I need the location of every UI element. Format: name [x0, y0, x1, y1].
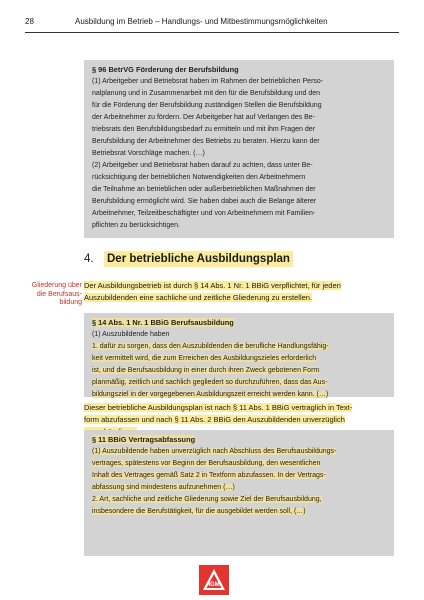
- section-title: Der betriebliche Ausbildungsplan: [104, 251, 293, 267]
- legal-line: Berufsbildung ermöglicht wird. Sie haben dabei auch die Belange älterer: [92, 198, 317, 205]
- ig-metall-logo-icon: [199, 565, 229, 595]
- legal-line: rücksichtigung der betrieblichen Notwendigkeiten den Arbeitnehmern: [92, 174, 306, 181]
- legal-box-title: § 96 BetrVG Förderung der Berufsbildung: [92, 65, 239, 74]
- legal-line: der Arbeitnehmer zu fördern. Der Arbeitgeber hat auf Verlangen des Be-: [92, 114, 315, 121]
- legal-line: Arbeitnehmer, Teilzeitbeschäftigter und von Arbeitnehmern mit Familien-: [92, 210, 316, 217]
- page-number: 28: [25, 17, 34, 26]
- legal-box-title: § 14 Abs. 1 Nr. 1 BBiG Berufsausbildung: [92, 318, 234, 327]
- legal-line: nalplanung und in Zusammenarbeit mit den für die Berufsbildung und den: [92, 90, 321, 97]
- body-paragraph-1: [84, 280, 394, 304]
- legal-line: (1) Auszubildende haben unverzüglich nach Abschluss des Berufsausbildungs-: [92, 448, 337, 455]
- legal-line: planmäßig, zeitlich und sachlich gegliedert so durchzuführen, dass das Aus-: [92, 379, 328, 386]
- body-line: form abzufassen und nach § 11 Abs. 2 BBiG den Auszubildenden unverzüglich: [84, 415, 345, 424]
- legal-line: Inhalt des Vertrages gemäß Satz 2 in Textform abzufassen. In der Vertrags-: [92, 472, 326, 479]
- legal-line: die Teilnahme an betrieblichen oder außerbetrieblichen Maßnahmen der: [92, 186, 316, 193]
- margin-note: [26, 282, 82, 308]
- legal-line: 2. Art, sachliche und zeitliche Gliederung sowie Ziel der Berufsausbildung,: [92, 496, 322, 503]
- legal-line: (1) Auszubildende haben: [92, 331, 170, 338]
- legal-line: abfassung sind mindestens aufzunehmen (…): [92, 484, 235, 491]
- legal-line: pflichten zu berücksichtigen.: [92, 222, 180, 229]
- legal-box-title: § 11 BBiG Vertragsabfassung: [92, 435, 196, 444]
- legal-line: (2) Arbeitgeber und Betriebsrat haben darauf zu achten, dass unter Be-: [92, 162, 313, 169]
- legal-box-bbig-14: [84, 313, 394, 397]
- legal-line: Berufsbildung der Arbeitnehmer des Betriebs zu beraten. Hierzu kann der: [92, 138, 320, 145]
- legal-line: vertrages, spätestens vor Beginn der Berufsausbildung, den wesentlichen: [92, 460, 321, 467]
- legal-box-betrvg-96: [84, 60, 394, 238]
- legal-line: bildungsziel in der vorgegebenen Ausbildungszeit erreicht werden kann. (…): [92, 391, 329, 398]
- header-rule: [25, 32, 399, 33]
- legal-line: keit vermittelt wird, die zum Erreichen des Ausbildungszieles erforderlich: [92, 355, 317, 362]
- legal-box-bbig-11: [84, 430, 394, 556]
- section-number: 4.: [84, 253, 94, 265]
- legal-line: ist, und die Berufsausbildung in einer durch ihren Zweck gebotenen Form: [92, 367, 320, 374]
- page-header: [25, 17, 399, 27]
- body-line: Dieser betriebliche Ausbildungsplan ist nach § 11 Abs. 1 BBiG vertraglich in Text-: [84, 403, 353, 412]
- legal-line: Betriebsrat Vorschläge machen. (…): [92, 150, 205, 157]
- running-title: Ausbildung im Betrieb – Handlungs- und Mitbestimmungsmöglichkeiten: [75, 17, 328, 26]
- legal-line: 1. dafür zu sorgen, dass den Auszubildenden die berufliche Handlungsfähig-: [92, 343, 329, 350]
- section-heading: [84, 251, 293, 267]
- legal-line: insbesondere die Berufstätigkeit, für die ausgebildet werden soll, (…): [92, 508, 306, 515]
- margin-note-line: bildung: [59, 299, 82, 306]
- margin-note-line: Gliederung über: [31, 282, 82, 289]
- legal-line: (1) Arbeitgeber und Betriebsrat haben im Rahmen der betrieblichen Perso-: [92, 78, 324, 85]
- body-line: Der Ausbildungsbetrieb ist durch § 14 Abs. 1 Nr. 1 BBiG verpflichtet, für jeden: [84, 281, 341, 290]
- margin-note-line: die Berufsaus-: [36, 290, 82, 298]
- body-line: Auszubildenden eine sachliche und zeitliche Gliederung zu erstellen.: [84, 293, 313, 302]
- legal-line: triebsrats den Berufsbildungsbedarf zu ermitteln und mit ihm Fragen der: [92, 126, 315, 133]
- legal-line: für die Förderung der Berufsbildung zuständigen Stellen die Berufsbildung: [92, 102, 322, 109]
- logo-letters: IGM: [208, 582, 220, 588]
